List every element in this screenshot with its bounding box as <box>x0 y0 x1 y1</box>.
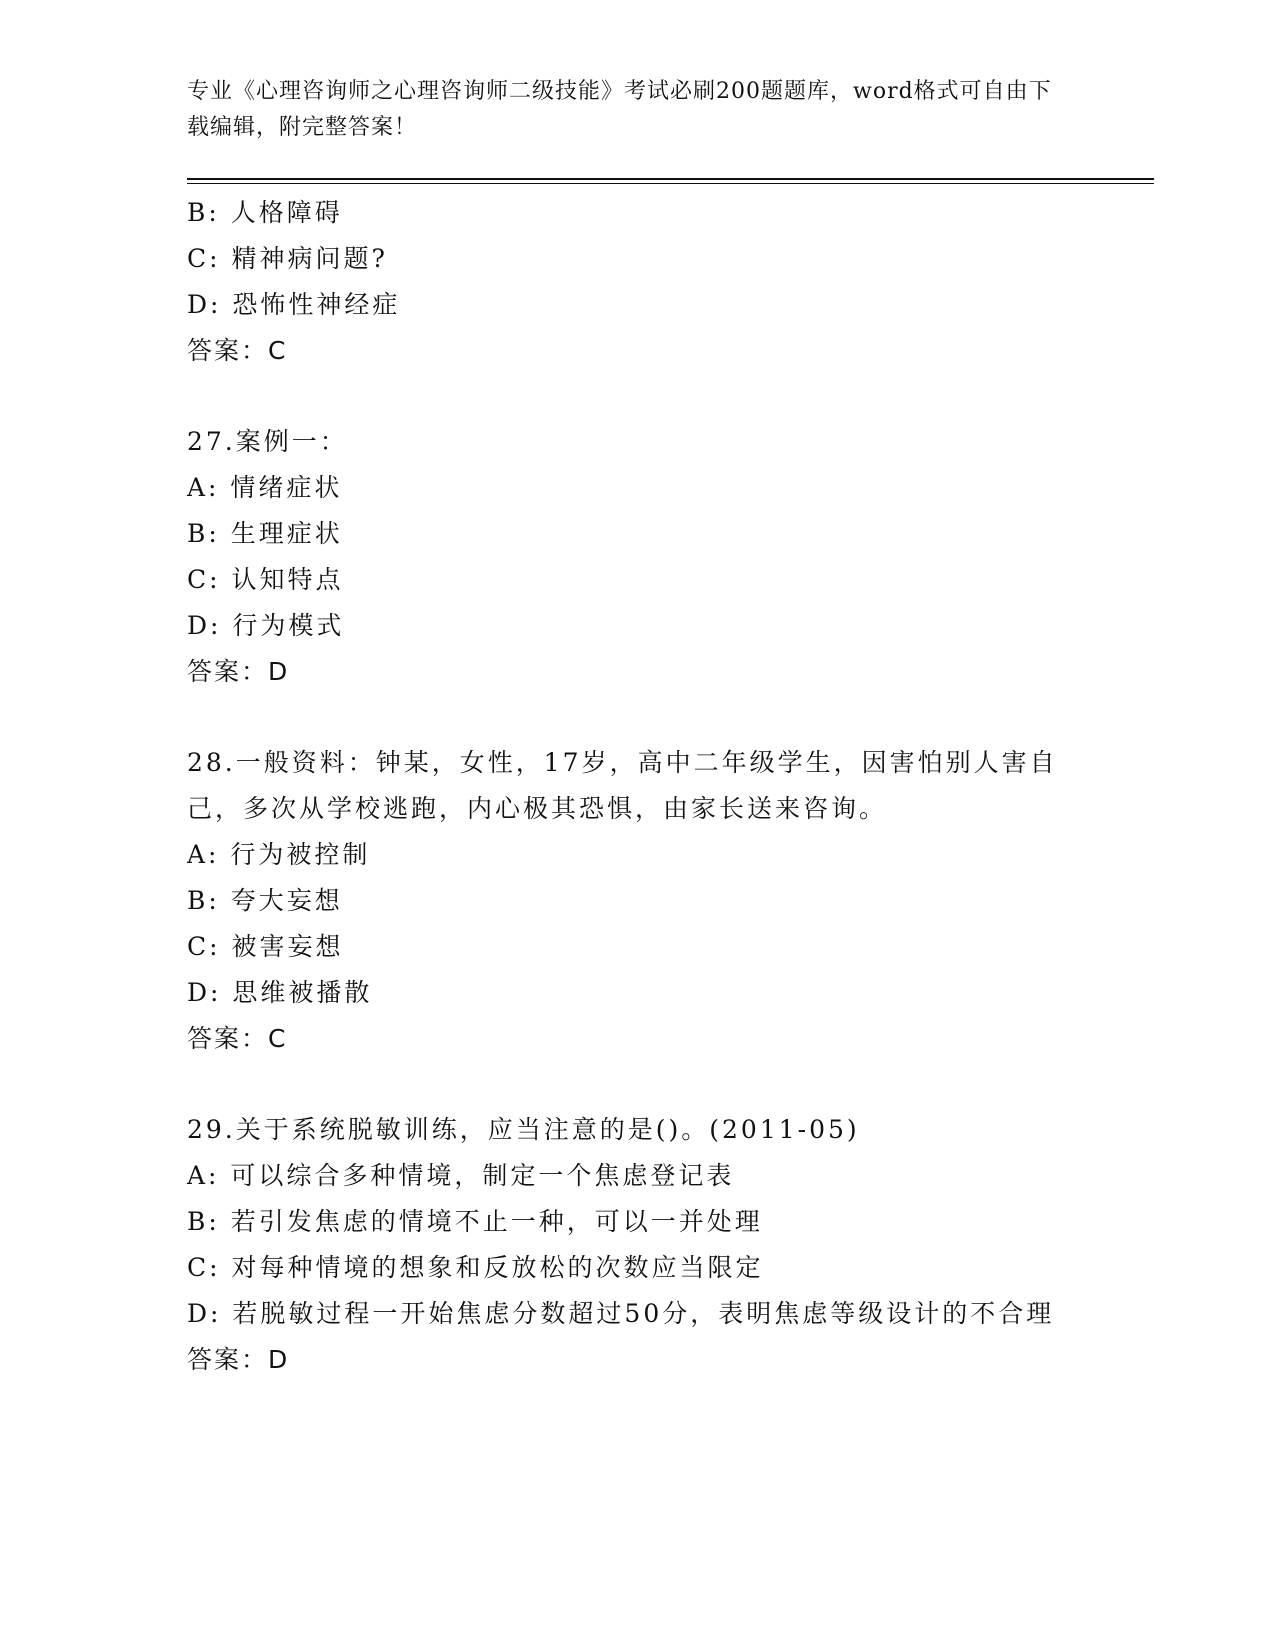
spacer <box>187 374 1087 419</box>
option-b: B: 人格障碍 <box>187 198 343 227</box>
header-divider-thin <box>187 183 1154 184</box>
page-header: 专业《心理咨询师之心理咨询师二级技能》考试必刷200题题库，word格式可自由下载编辑，附完整答案！ <box>187 79 1052 140</box>
option-d: D: 思维被播散 <box>187 978 373 1007</box>
option-c: C: 认知特点 <box>187 565 344 594</box>
option-c: C: 对每种情境的想象和反放松的次数应当限定 <box>187 1253 764 1282</box>
question-29 <box>187 1107 1087 1383</box>
spacer <box>187 695 1087 740</box>
answer: 答案：D <box>187 657 290 686</box>
option-a: A: 情绪症状 <box>187 473 343 502</box>
option-c: C: 精神病问题? <box>187 244 388 273</box>
spacer <box>187 1062 1087 1107</box>
option-d: D: 若脱敏过程一开始焦虑分数超过50分，表明焦虑等级设计的不合理 <box>187 1299 1055 1328</box>
option-a: A: 行为被控制 <box>187 840 371 869</box>
option-b: B: 夸大妄想 <box>187 886 343 915</box>
option-b: B: 生理症状 <box>187 519 343 548</box>
option-a: A: 可以综合多种情境，制定一个焦虑登记表 <box>187 1161 735 1190</box>
option-d: D: 行为模式 <box>187 611 345 640</box>
question-26-tail <box>187 190 1087 374</box>
option-b: B: 若引发焦虑的情境不止一种，可以一并处理 <box>187 1207 763 1236</box>
question-stem: 27.案例一： <box>187 427 348 456</box>
answer: 答案：D <box>187 1345 290 1374</box>
question-stem: 29.关于系统脱敏训练，应当注意的是()。(2011-05) <box>187 1115 860 1144</box>
header-divider-thick <box>187 178 1154 180</box>
option-c: C: 被害妄想 <box>187 932 344 961</box>
question-28 <box>187 740 1087 1062</box>
answer: 答案：C <box>187 1024 288 1053</box>
question-stem: 28.一般资料：钟某，女性，17岁，高中二年级学生，因害怕别人害自己，多次从学校逃跑，内心极其恐惧，由家长送来咨询。 <box>187 748 1058 823</box>
question-27 <box>187 419 1087 695</box>
answer: 答案：C <box>187 336 288 365</box>
question-list <box>187 190 1087 1383</box>
option-d: D: 恐怖性神经症 <box>187 290 401 319</box>
